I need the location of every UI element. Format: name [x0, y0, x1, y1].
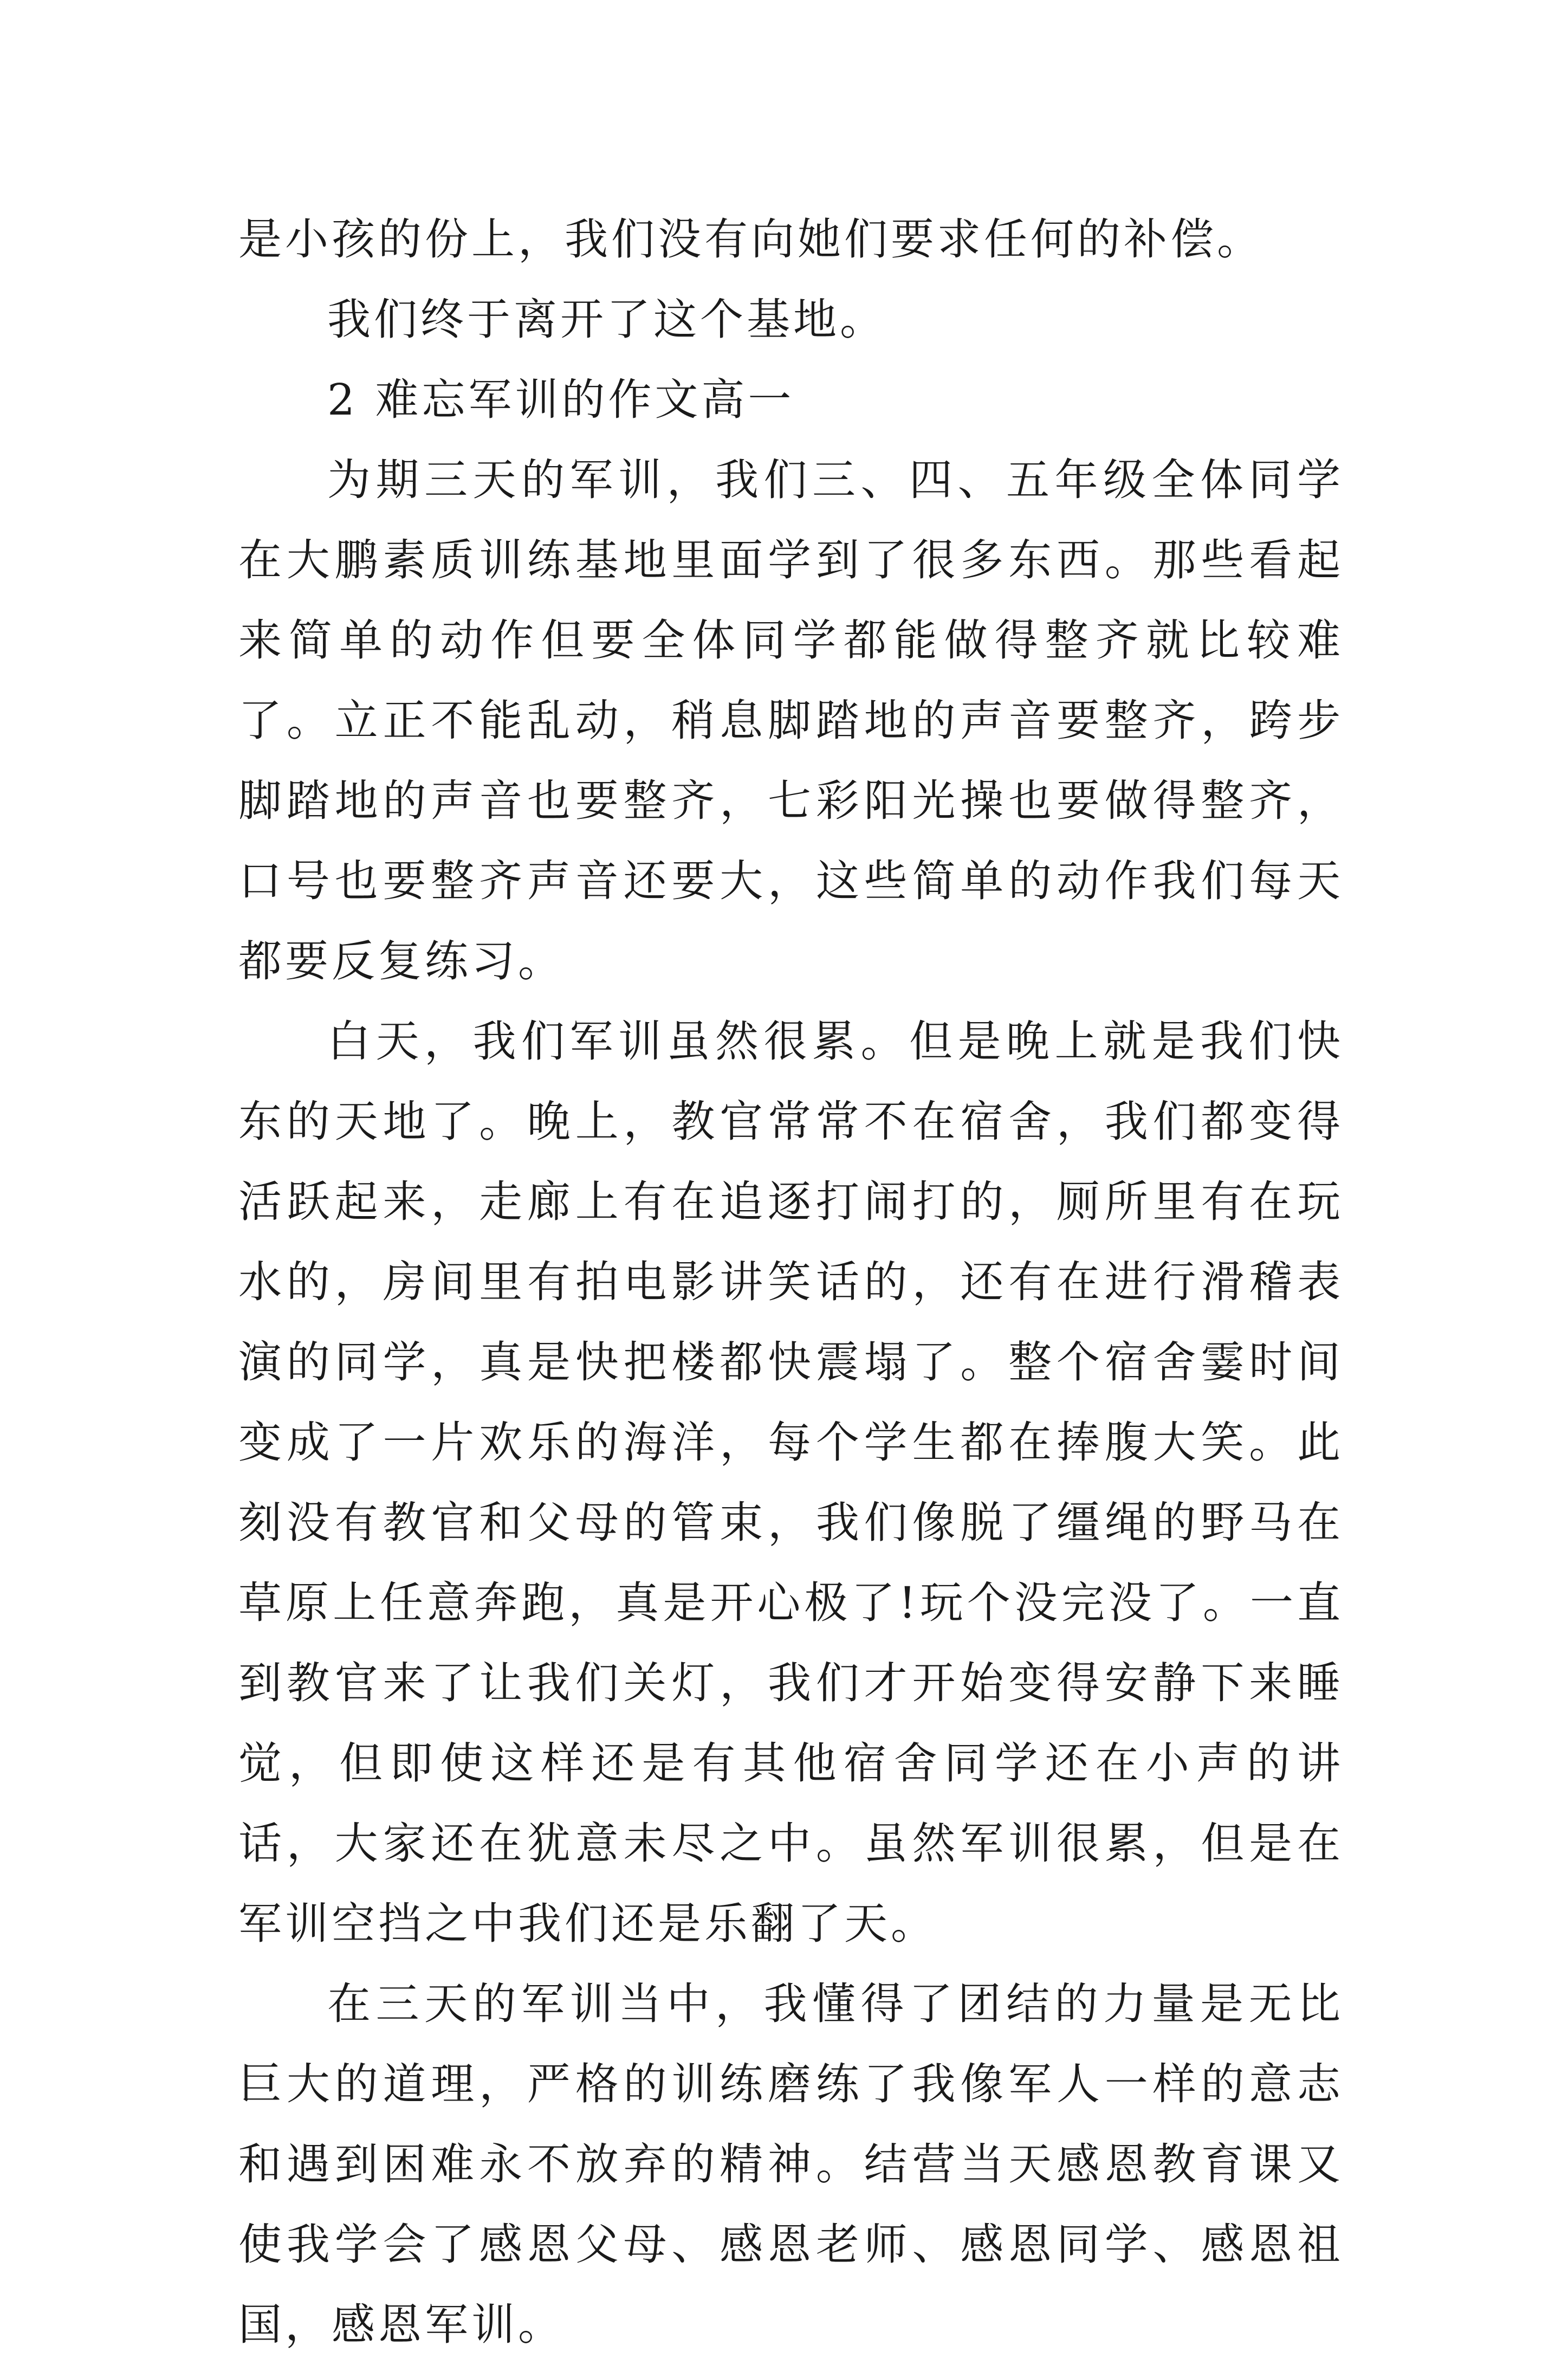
paragraph-continued: 是小孩的份上，我们没有向她们要求任何的补偿。 — [238, 214, 1264, 264]
section-heading: 2 难忘军训的作文高一 — [327, 374, 795, 425]
paragraph-leaving-base: 我们终于离开了这个基地。 — [327, 294, 886, 345]
document-body — [238, 199, 1344, 2365]
paragraph-evening-fun: 白天，我们军训虽然很累。但是晚上就是我们快东的天地了。晚上，教官常常不在宿舍，我们都变得活跃起来，走廊上有在追逐打闹打的，厕所里有在玩水的，房间里有拍电影讲笑话的，还有在进行滑稽表演的同学，真是快把楼都快震塌了。整个宿舍霎时间变成了一片欢乐的海洋，每个学生都在捧腹大笑。此刻没有教官和父母的管束，我们像脱了缰绳的野马在草原上任意奔跑，真是开心极了!玩个没完没了。一直到教官来了让我们关灯，我们才开始变得安静下来睡觉，但即使这样还是有其他宿舍同学还在小声的讲话，大家还在犹意未尽之中。虽然军训很累，但是在军训空挡之中我们还是乐翻了天。 — [238, 1016, 1344, 1949]
paragraph-training-intro: 为期三天的军训，我们三、四、五年级全体同学在大鹏素质训练基地里面学到了很多东西。那些看起来简单的动作但要全体同学都能做得整齐就比较难了。立正不能乱动，稍息脚踏地的声音要整齐，跨步脚踏地的声音也要整齐，七彩阳光操也要做得整齐，口号也要整齐声音还要大，这些简单的动作我们每天都要反复练习。 — [238, 455, 1344, 986]
paragraph-conclusion: 在三天的军训当中，我懂得了团结的力量是无比巨大的道理，严格的训练磨练了我像军人一样的意志和遇到困难永不放弃的精神。结营当天感恩教育课又使我学会了感恩父母、感恩老师、感恩同学、感恩祖国，感恩军训。 — [238, 1979, 1344, 2350]
